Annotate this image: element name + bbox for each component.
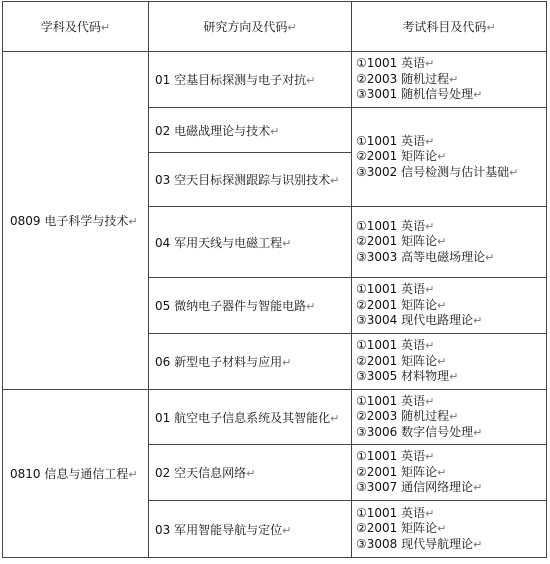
direction-cell: 06 新型电子材料与应用↵	[149, 334, 352, 390]
direction-cell: 03 空天目标探测跟踪与识别技术↵	[149, 153, 352, 207]
direction-cell: 05 微纳电子器件与智能电路↵	[149, 278, 352, 334]
direction-cell: 02 空天信息网络↵	[149, 445, 352, 501]
exam-cell: ①1001 英语↵ ②2001 矩阵论↵ ③3005 材料物理↵	[352, 334, 547, 390]
header-exams: 考试科目及代码↵	[352, 2, 547, 52]
exam-cell: ①1001 英语↵ ②2001 矩阵论↵ ③3003 高等电磁场理论↵	[352, 207, 547, 278]
exam-cell: ①1001 英语↵ ②2001 矩阵论↵ ③3008 现代导航理论↵	[352, 501, 547, 558]
table-row	[3, 52, 547, 108]
direction-cell: 02 电磁战理论与技术↵	[149, 108, 352, 153]
header-direction: 研究方向及代码↵	[149, 2, 352, 52]
discipline-cell: 0810 信息与通信工程↵	[3, 390, 149, 558]
direction-cell: 04 军用天线与电磁工程↵	[149, 207, 352, 278]
exam-cell: ①1001 英语↵ ②2003 随机过程↵ ③3006 数字信号处理↵	[352, 390, 547, 445]
discipline-cell: 0809 电子科学与技术↵	[3, 52, 149, 390]
exam-cell: ①1001 英语↵ ②2001 矩阵论↵ ③3007 通信网络理论↵	[352, 445, 547, 501]
program-table	[2, 1, 547, 558]
table-row	[3, 390, 547, 445]
direction-cell: 01 空基目标探测与电子对抗↵	[149, 52, 352, 108]
exam-cell: ①1001 英语↵ ②2003 随机过程↵ ③3001 随机信号处理↵	[352, 52, 547, 108]
direction-cell: 01 航空电子信息系统及其智能化↵	[149, 390, 352, 445]
header-discipline: 学科及代码↵	[3, 2, 149, 52]
exam-cell: ①1001 英语↵ ②2001 矩阵论↵ ③3002 信号检测与估计基础↵	[352, 108, 547, 207]
table-header-row	[3, 2, 547, 52]
exam-cell: ①1001 英语↵ ②2001 矩阵论↵ ③3004 现代电路理论↵	[352, 278, 547, 334]
direction-cell: 03 军用智能导航与定位↵	[149, 501, 352, 558]
